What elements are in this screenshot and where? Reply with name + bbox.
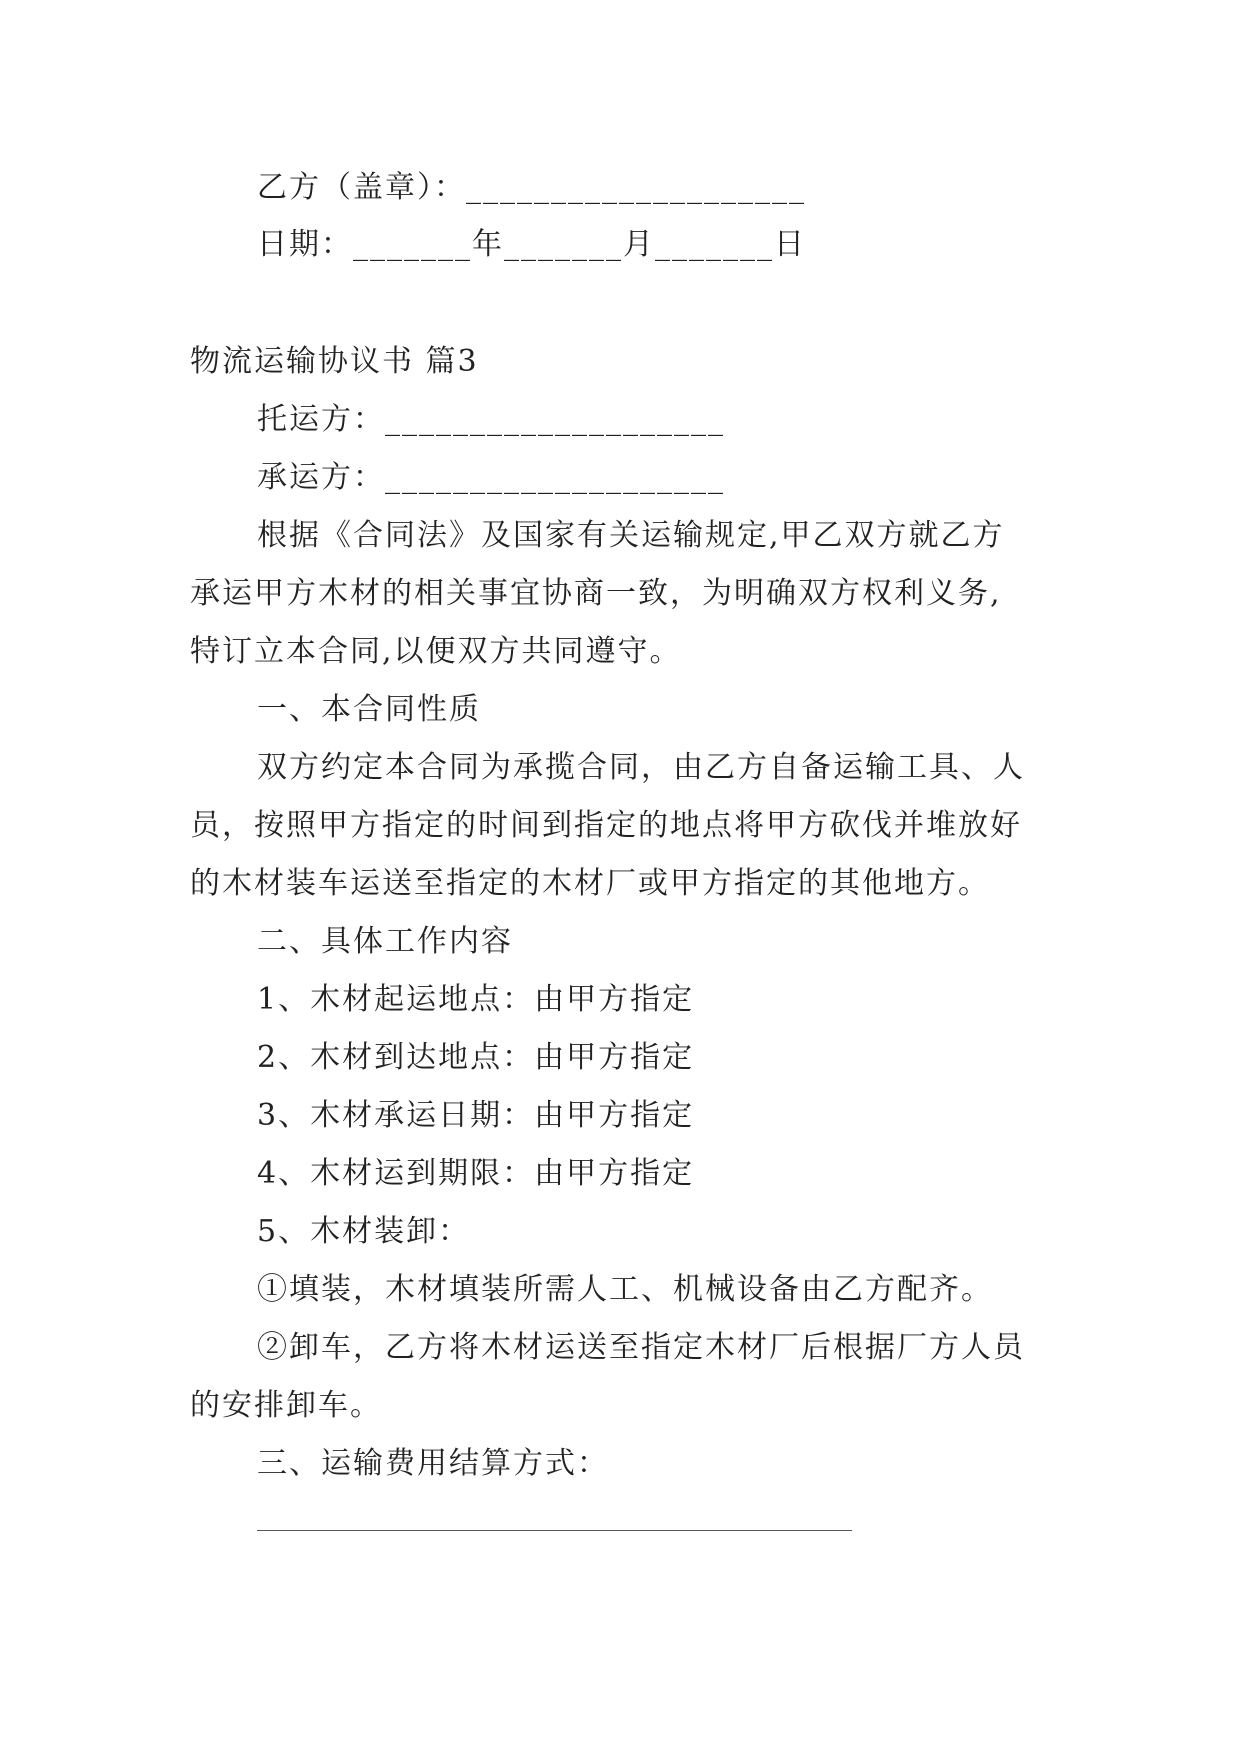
clause-1-text-3: 的木材装车运送至指定的木材厂或甲方指定的其他地方。 [190,866,990,901]
clause-2-heading: 二、具体工作内容 [257,924,513,959]
preamble-line-2: 承运甲方木材的相关事宜协商一致，为明确双方权利义务, [190,576,1002,611]
clause-2-item-5-a: ①填装，木材填装所需人工、机械设备由乙方配齐。 [257,1272,993,1307]
party-b-seal-line: 乙方（盖章）：____________________ [257,170,806,205]
clause-2-item-5-b-1: ②卸车，乙方将木材运送至指定木材厂后根据厂方人员 [257,1330,1025,1365]
shipper-line: 托运方：____________________ [257,402,725,437]
clause-3-heading: 三、运输费用结算方式： [257,1446,609,1481]
clause-2-item-4: 4、木材运到期限：由甲方指定 [257,1156,695,1191]
clause-2-item-2: 2、木材到达地点：由甲方指定 [257,1040,695,1075]
preamble-line-1: 根据《合同法》及国家有关运输规定,甲乙双方就乙方 [257,518,1005,553]
date-line: 日期：_______年_______月_______日 [257,227,806,262]
clause-2-item-5-b-2: 的安排卸车。 [190,1388,382,1423]
clause-2-item-3: 3、木材承运日期：由甲方指定 [257,1098,695,1133]
clause-1-text-1: 双方约定本合同为承揽合同，由乙方自备运输工具、人 [257,750,1025,785]
clause-1-heading: 一、本合同性质 [257,692,481,727]
clause-1-text-2: 员，按照甲方指定的时间到指定的地点将甲方砍伐并堆放好 [190,808,1022,843]
clause-2-item-5: 5、木材装卸： [257,1214,471,1249]
blank-fill-rule [257,1530,852,1531]
preamble-line-3: 特订立本合同,以便双方共同遵守。 [190,634,682,669]
clause-2-item-1: 1、木材起运地点：由甲方指定 [257,982,695,1017]
carrier-line: 承运方：____________________ [257,460,725,495]
section-title: 物流运输协议书 篇3 [190,344,479,379]
